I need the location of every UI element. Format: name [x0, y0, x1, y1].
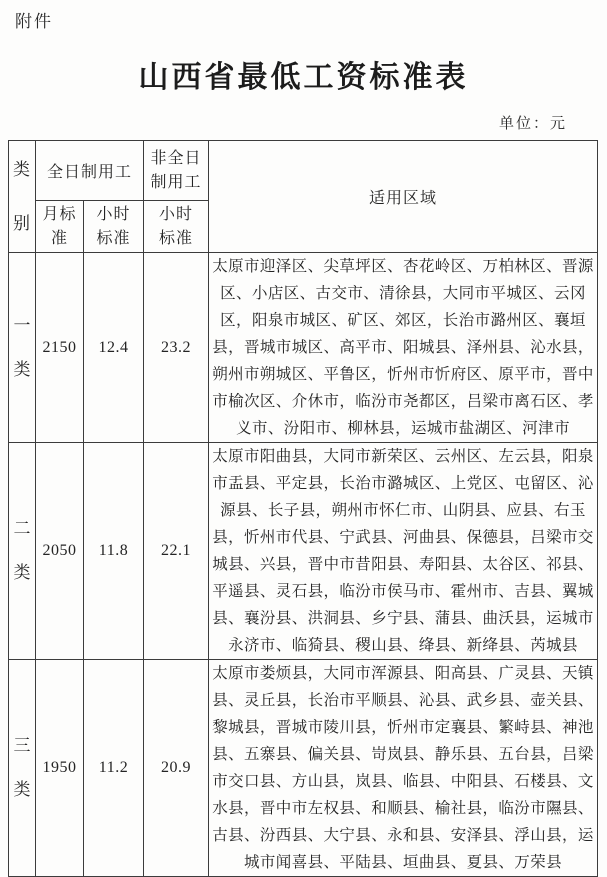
wage-table	[8, 140, 598, 877]
header-monthly-standard	[36, 201, 84, 253]
unit-note: 单位：元	[498, 116, 567, 132]
monthly-value: 2150	[36, 253, 84, 443]
part-time-hourly-value: 22.1	[144, 443, 209, 660]
header-hourly-standard	[84, 201, 144, 253]
hourly-value: 12.4	[84, 253, 144, 443]
header-monthly-standard-label: 月标准	[42, 205, 77, 247]
category-cell	[9, 660, 36, 877]
region-text: 太原市阳曲县，大同市新荣区、云州区、左云县，阳泉市盂县、平定县，长治市潞城区、上党区、屯留区、沁源县、长子县，朔州市怀仁市、山阴县、应县、右玉县，忻州市代县、宁武县、河曲县、保德县，吕梁市交城县、兴县，晋中市昔阳县、寿阳县、太谷区、祁县、平遥县、灵石县，临汾市侯马市、霍州市、吉县、翼城县、襄汾县、洪洞县、乡宁县、蒲县、曲沃县，运城市永济市、临猗县、稷山县、绛县、新绛县、芮城县	[209, 443, 598, 660]
category-label: 一类	[13, 315, 31, 379]
category-cell	[9, 253, 36, 443]
header-hourly-standard-label: 小时标准	[96, 205, 131, 247]
table-row-category-2	[9, 443, 598, 660]
category-label: 三类	[13, 736, 31, 799]
page-title: 山西省最低工资标准表	[138, 61, 469, 94]
header-region: 适用区域	[209, 141, 598, 253]
region-text: 太原市娄烦县，大同市浑源县、阳高县、广灵县、天镇县、灵丘县，长治市平顺县、沁县、武乡县、壶关县、黎城县，晋城市陵川县，忻州市定襄县、繁峙县、神池县、五寨县、偏关县、岢岚县、静乐县、五台县，吕梁市交口县、方山县，岚县、临县、中阳县、石楼县、文水县，晋中市左权县、和顺县、榆社县，临汾市隰县、古县、汾西县、大宁县、永和县、安泽县、浮山县，运城市闻喜县、平陆县、垣曲县、夏县、万荣县	[209, 660, 598, 877]
header-row-1	[9, 141, 598, 201]
header-category	[9, 141, 36, 253]
hourly-value: 11.2	[84, 660, 144, 877]
table-row-category-1	[9, 253, 598, 443]
part-time-hourly-value: 20.9	[144, 660, 209, 877]
hourly-value: 11.8	[84, 443, 144, 660]
category-label: 二类	[13, 519, 31, 582]
header-part-time-hourly-standard-label: 小时标准	[159, 205, 194, 247]
region-text: 太原市迎泽区、尖草坪区、杏花岭区、万柏林区、晋源区、小店区、古交市、清徐县，大同市平城区、云冈区，阳泉市城区、矿区、郊区，长治市潞州区、襄垣县，晋城市城区、高平市、阳城县、泽州县、沁水县，朔州市朔城区、平鲁区，忻州市忻府区、原平市，晋中市榆次区、介休市，临汾市尧都区，吕梁市离石区、孝义市、汾阳市、柳林县，运城市盐湖区、河津市	[209, 253, 598, 443]
category-cell	[9, 443, 36, 660]
header-part-time-hourly-standard	[144, 201, 209, 253]
monthly-value: 2050	[36, 443, 84, 660]
attachment-label: 附件	[15, 12, 53, 31]
monthly-value: 1950	[36, 660, 84, 877]
part-time-hourly-value: 23.2	[144, 253, 209, 443]
header-part-time-label: 非全日制用工	[150, 149, 202, 191]
table-row-category-3	[9, 660, 598, 877]
header-part-time	[144, 141, 209, 201]
header-full-time: 全日制用工	[36, 141, 144, 201]
header-category-label: 类别	[13, 159, 31, 233]
